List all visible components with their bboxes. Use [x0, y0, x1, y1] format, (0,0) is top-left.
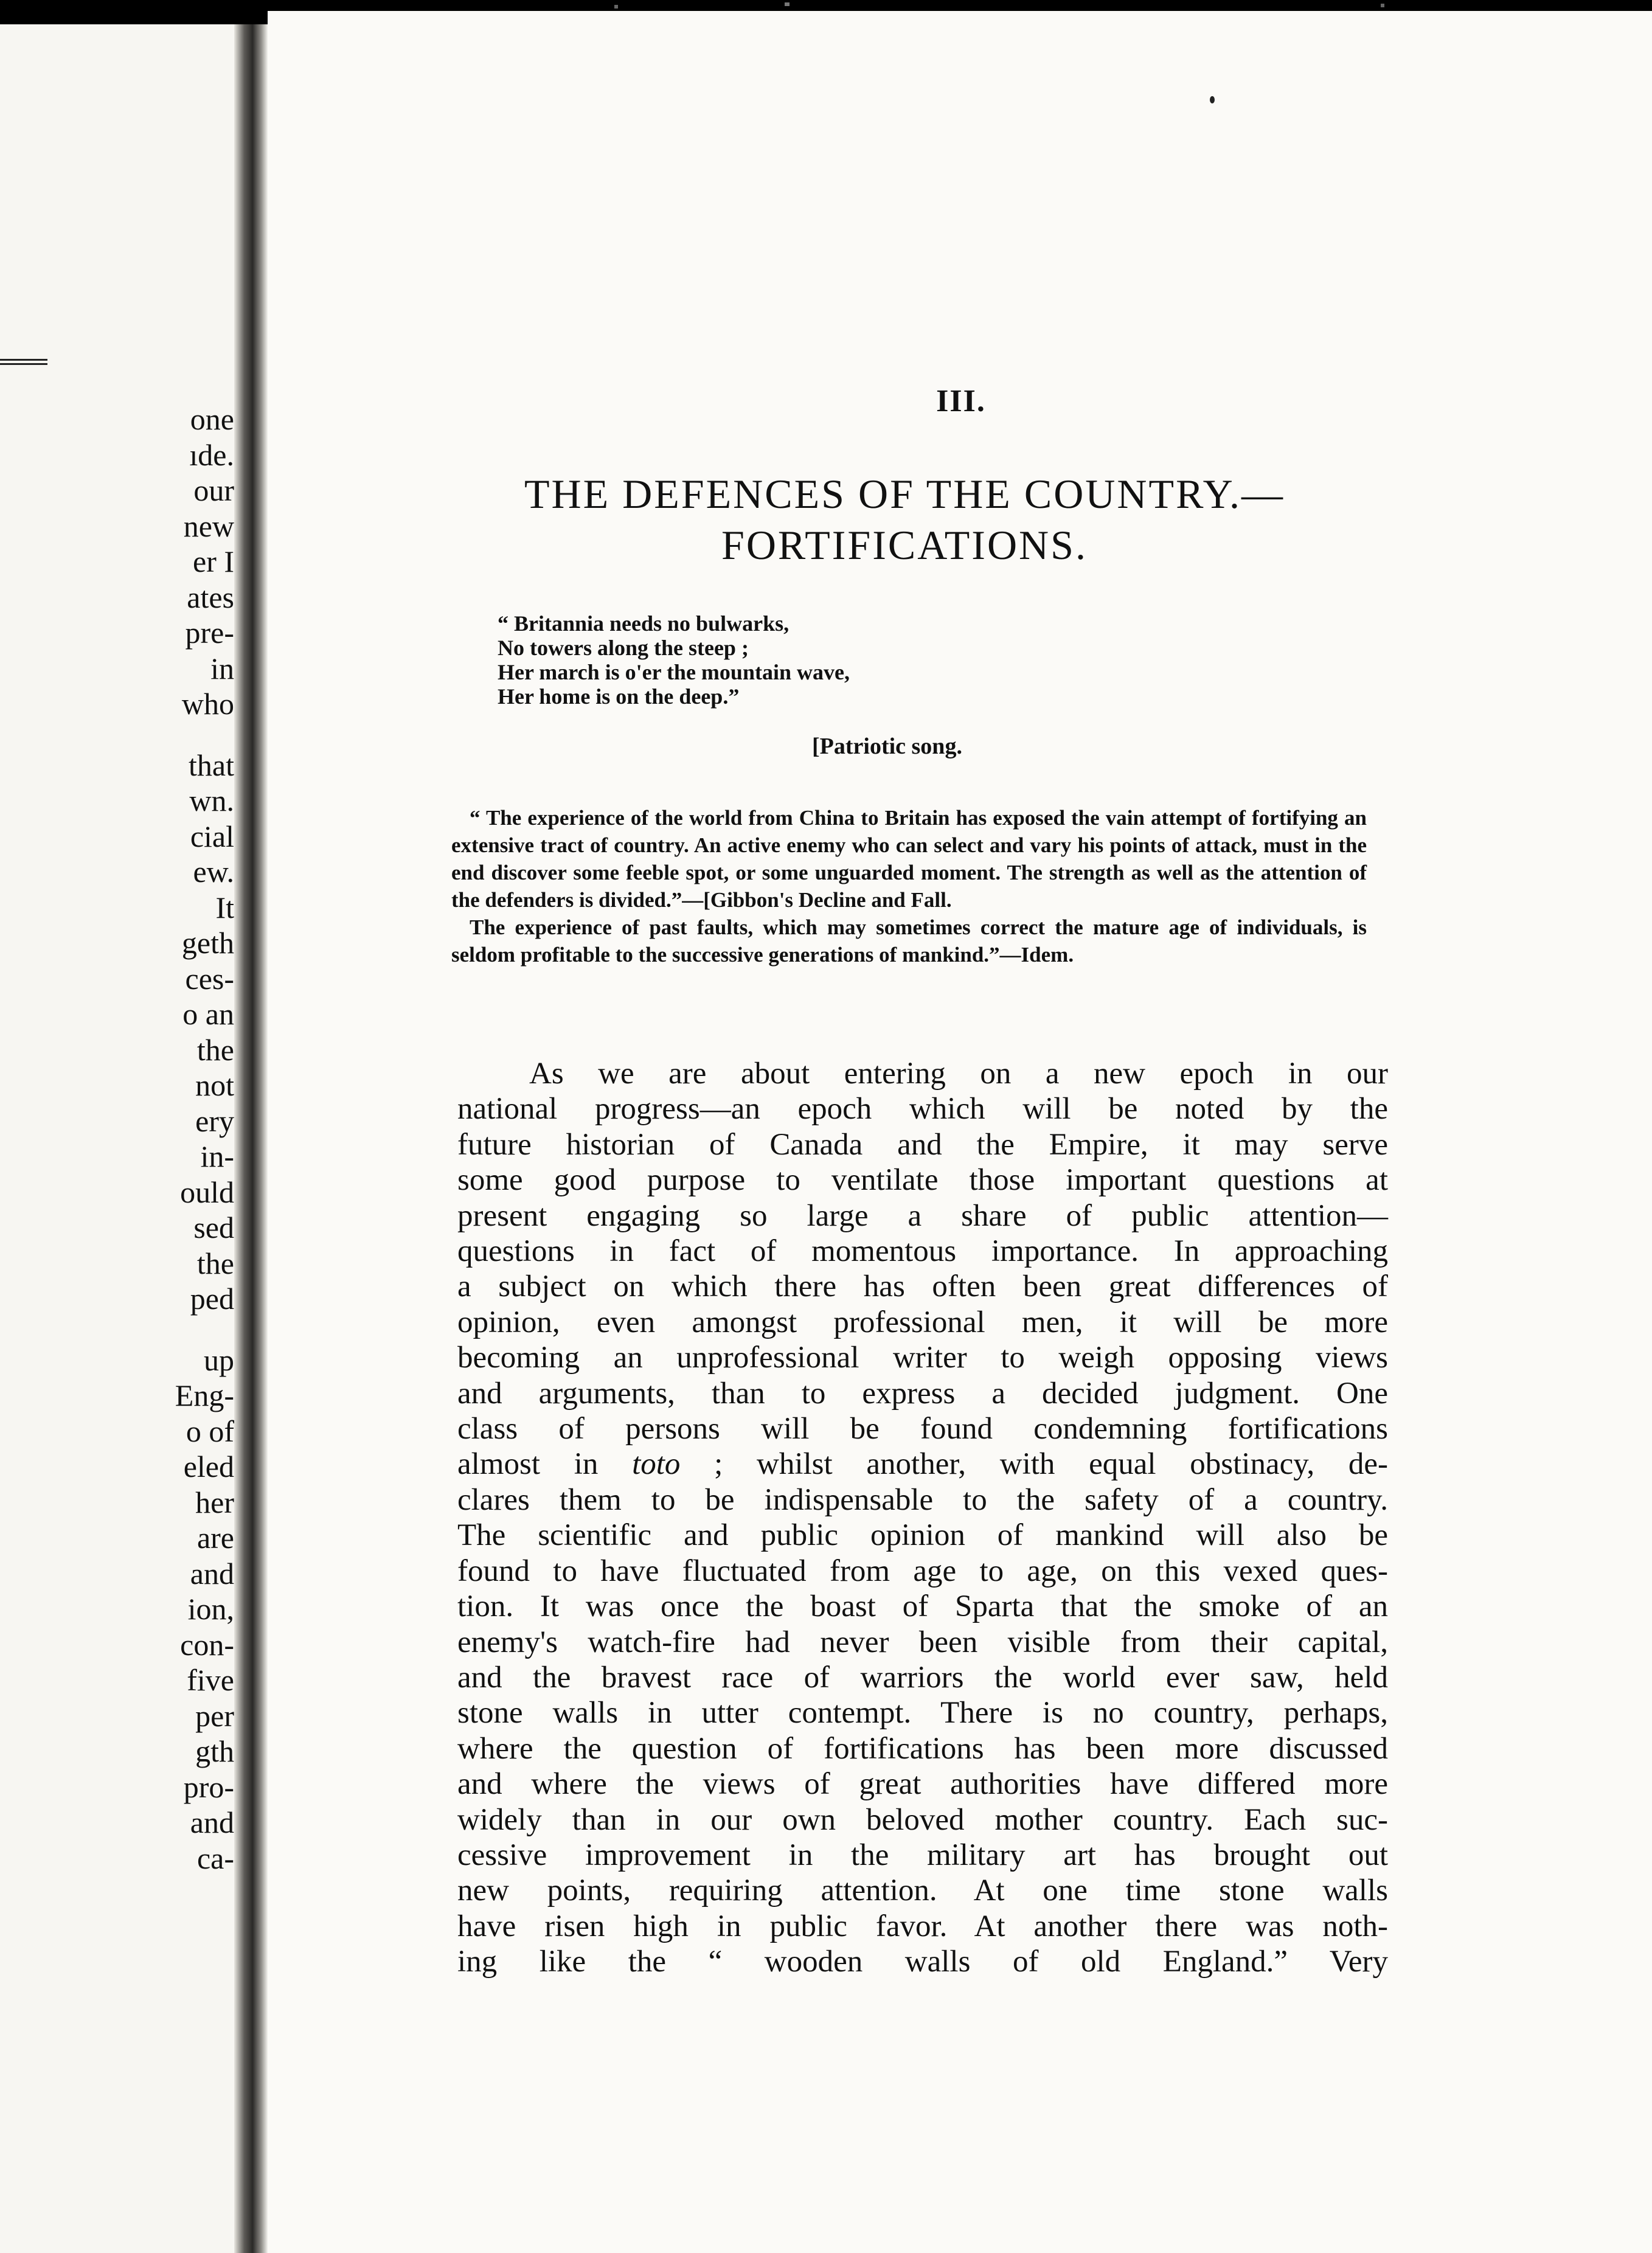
- body-line: becoming an unprofessional writer to weigh opposing views: [457, 1341, 1388, 1375]
- left-page-line: ery: [195, 1103, 234, 1138]
- paragraph-gap: [113, 722, 234, 748]
- left-facing-page: [0, 24, 234, 2253]
- body-line: opinion, even amongst professional men, it will be more: [457, 1305, 1388, 1339]
- left-page-text: [113, 401, 234, 1876]
- left-page-line: the: [196, 1246, 234, 1280]
- left-page-line: sed: [193, 1210, 234, 1245]
- left-page-line: cial: [190, 819, 234, 853]
- body-line: have risen high in public favor. At another there was noth-: [457, 1909, 1388, 1943]
- body-line: class of persons will be found condemning fortifications: [457, 1412, 1388, 1446]
- left-page-line: in-: [200, 1139, 234, 1173]
- left-page-line: the: [196, 1032, 234, 1067]
- left-page-line: our: [193, 473, 234, 507]
- body-line: tion. It was once the boast of Sparta that the smoke of an: [457, 1589, 1388, 1624]
- left-page-line: con-: [180, 1627, 234, 1662]
- paragraph-gap: [113, 1317, 234, 1342]
- left-page-line: that: [189, 748, 234, 782]
- body-line: national progress—an epoch which will be noted by the: [457, 1092, 1388, 1126]
- left-page-line: ca-: [196, 1841, 234, 1875]
- scan-speck: [614, 5, 618, 9]
- left-page-line: er I: [193, 544, 234, 578]
- left-page-line: wn.: [189, 783, 234, 818]
- left-page-line: eled: [183, 1449, 234, 1484]
- left-page-line: and: [190, 1805, 234, 1839]
- body-line: found to have fluctuated from age to age, on this vexed ques-: [457, 1553, 1388, 1588]
- left-page-line: ates: [187, 580, 234, 614]
- left-page-line: pro-: [183, 1769, 234, 1804]
- left-page-rule: [0, 359, 47, 365]
- scan-speck: [785, 2, 790, 6]
- scan-speck: [1381, 4, 1384, 7]
- left-page-line: ion,: [187, 1592, 234, 1626]
- verse-credit: [Patriotic song.: [812, 734, 962, 759]
- left-page-line: ped: [190, 1282, 234, 1316]
- left-page-line: ıde.: [189, 437, 234, 472]
- left-page-line: not: [195, 1068, 234, 1102]
- left-page-line: gth: [195, 1734, 234, 1768]
- gibbon-quote-paragraph: “ The experience of the world from China to Britain has exposed the vain attempt of fortifying an extensive tract of country. An active enemy who can select and vary his points of attack, must in the end discover some feeble spot, or some unguarded moment. The strength as well as the attention of the defenders is divided.”—[Gibbon's Decline and Fall.: [451, 806, 1367, 912]
- left-page-line: ould: [180, 1175, 234, 1209]
- body-line: cessive improvement in the military art has brought out: [457, 1838, 1388, 1872]
- left-page-line: her: [195, 1485, 234, 1519]
- left-page-line: It: [215, 890, 234, 925]
- body-line: and where the views of great authorities have differed more: [457, 1767, 1388, 1802]
- gibbon-quote-paragraph: The experience of past faults, which may sometimes correct the mature age of individuals, is seldom profitable to the successive generations of mankind.”—Idem.: [451, 915, 1367, 967]
- chapter-number: III.: [936, 384, 986, 418]
- body-line: and the bravest race of warriors the world ever saw, held: [457, 1660, 1388, 1695]
- body-line: a subject on which there has often been great differences of: [457, 1269, 1388, 1304]
- epigraph-verse: [498, 611, 1045, 709]
- book-gutter: [234, 24, 268, 2253]
- left-page-line: geth: [181, 926, 234, 960]
- verse-line: “ Britannia needs no bulwarks,: [498, 611, 790, 636]
- left-page-line: per: [195, 1698, 234, 1733]
- left-page-line: and: [190, 1556, 234, 1591]
- verse-line: Her march is o'er the mountain wave,: [498, 660, 850, 684]
- left-page-line: one: [190, 402, 234, 436]
- left-page-line: ew.: [193, 855, 234, 889]
- body-line: new points, requiring attention. At one time stone walls: [457, 1873, 1388, 1908]
- body-line: enemy's watch-fire had never been visible from their capital,: [457, 1625, 1388, 1659]
- body-line: clares them to be indispensable to the safety of a country.: [457, 1482, 1388, 1517]
- body-line: and arguments, than to express a decided judgment. One: [457, 1376, 1388, 1411]
- chapter-title-line2: FORTIFICATIONS.: [721, 522, 1088, 568]
- verse-line: Her home is on the deep.”: [498, 684, 740, 709]
- left-page-line: up: [204, 1342, 234, 1377]
- chapter-title: [439, 468, 1370, 571]
- left-page-line: are: [196, 1521, 234, 1555]
- body-line: stone walls in utter contempt. There is no country, perhaps,: [457, 1696, 1388, 1731]
- gibbon-epigraph: [451, 804, 1367, 968]
- body-line: As we are about entering on a new epoch in our: [529, 1057, 1388, 1091]
- ink-dot: [1210, 96, 1215, 103]
- verse-line: No towers along the steep ;: [498, 636, 749, 660]
- left-page-line: o of: [186, 1414, 234, 1448]
- left-page-line: ces-: [185, 961, 234, 996]
- body-line: where the question of fortifications has been more discussed: [457, 1731, 1388, 1766]
- chapter-title-line1: THE DEFENCES OF THE COUNTRY.—: [524, 471, 1285, 517]
- left-page-line: Eng-: [175, 1378, 234, 1412]
- body-line: widely than in our own beloved mother country. Each suc-: [457, 1802, 1388, 1837]
- left-page-line: in: [210, 651, 234, 686]
- body-line: present engaging so large a share of public attention—: [457, 1198, 1388, 1233]
- body-line: some good purpose to ventilate those important questions at: [457, 1163, 1388, 1198]
- body-line: ing like the “ wooden walls of old England.” Very: [457, 1945, 1388, 1979]
- body-line: The scientific and public opinion of mankind will also be: [457, 1518, 1388, 1553]
- body-line: future historian of Canada and the Empire, it may serve: [457, 1127, 1388, 1162]
- left-page-line: five: [187, 1663, 234, 1697]
- body-line: questions in fact of momentous importance. In approaching: [457, 1234, 1388, 1269]
- left-page-line: new: [183, 509, 234, 543]
- left-page-line: who: [181, 687, 234, 721]
- body-line: almost in toto ; whilst another, with equal obstinacy, de-: [457, 1447, 1388, 1482]
- body-text: [457, 1056, 1388, 1980]
- left-page-line: pre-: [185, 616, 234, 650]
- left-page-line: o an: [182, 997, 234, 1031]
